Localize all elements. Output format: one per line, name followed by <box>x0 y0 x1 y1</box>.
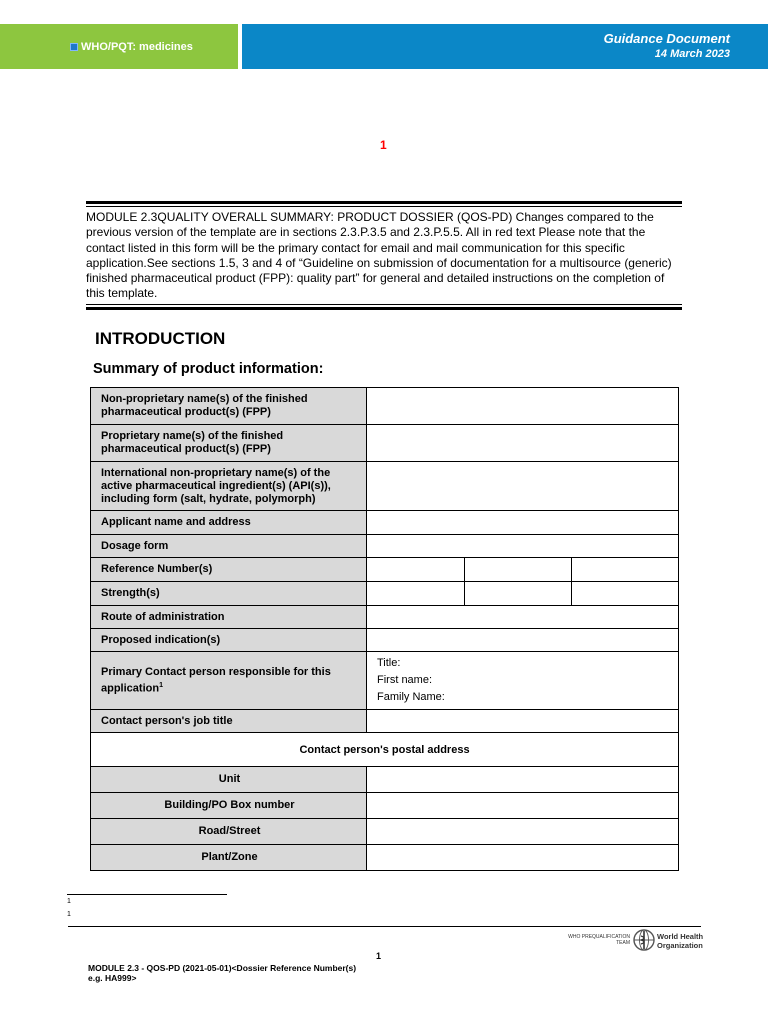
strength-field-3[interactable] <box>572 582 679 606</box>
row-label: Reference Number(s) <box>91 558 367 582</box>
row-label: International non-proprietary name(s) of the active pharmaceutical ingredient(s) (API(s)), including form (salt, hydrate, polymorph) <box>91 462 367 511</box>
org-label <box>70 41 193 53</box>
reference-number-field-3[interactable] <box>572 558 679 582</box>
reference-number-field-2[interactable] <box>465 558 572 582</box>
footnote-mark: 1 <box>67 898 71 905</box>
primary-contact-label: Primary Contact person responsible for this application <box>101 665 331 695</box>
row-label: Contact person's job title <box>91 710 367 733</box>
row-label: Applicant name and address <box>91 511 367 535</box>
row-label: Proposed indication(s) <box>91 629 367 652</box>
divider <box>86 201 682 204</box>
non-proprietary-name-field[interactable] <box>367 388 679 425</box>
product-info-table <box>90 387 679 871</box>
row-label: Road/Street <box>91 819 367 845</box>
inn-field[interactable] <box>367 462 679 511</box>
table-row <box>91 558 679 582</box>
square-bullet-icon <box>70 43 78 51</box>
summary-heading: Summary of product information: <box>93 361 324 377</box>
footer-separator <box>68 926 701 927</box>
row-label: Plant/Zone <box>91 845 367 871</box>
document-date: 14 March 2023 <box>654 48 730 60</box>
table-row <box>91 819 679 845</box>
row-label: Non-proprietary name(s) of the finished pharmaceutical product(s) (FPP) <box>91 388 367 425</box>
unit-field[interactable] <box>367 767 679 793</box>
contact-first-name-label: First name: <box>377 674 433 686</box>
road-field[interactable] <box>367 819 679 845</box>
dosage-form-field[interactable] <box>367 535 679 558</box>
contact-family-name-label: Family Name: <box>377 691 445 703</box>
plant-field[interactable] <box>367 845 679 871</box>
row-label: Strength(s) <box>91 582 367 606</box>
pq-logo-line: TEAM <box>616 940 630 946</box>
document-type: Guidance Document <box>603 31 730 46</box>
footer-page-number: 1 <box>376 951 382 961</box>
row-label: Dosage form <box>91 535 367 558</box>
primary-contact-field[interactable] <box>367 652 679 710</box>
table-row <box>91 425 679 462</box>
divider <box>86 304 682 305</box>
table-row <box>91 793 679 819</box>
table-row <box>91 462 679 511</box>
module-note-box <box>86 201 682 310</box>
table-row <box>91 845 679 871</box>
row-label: Unit <box>91 767 367 793</box>
table-row <box>91 606 679 629</box>
module-note-text: MODULE 2.3QUALITY OVERALL SUMMARY: PRODUCT DOSSIER (QOS-PD) Changes compared to the previous version of the template are in sections 2.3.P.3.5 and 2.3.P.5.5. All in red text Please note that the contact listed in this form will be the primary contact for email and mail communication for this specific application.See sections 1.5, 3 and 4 of “Guideline on submission of documentation for a multisource (generic) finished pharmaceutical product (FPP): quality part” for general and detailed instructions on the completion of this template. <box>86 210 672 301</box>
org-label-text: WHO/PQT: medicines <box>81 41 193 53</box>
pq-team-logo <box>560 934 630 946</box>
table-row <box>91 629 679 652</box>
table-row <box>91 511 679 535</box>
row-label: Proprietary name(s) of the finished pharmaceutical product(s) (FPP) <box>91 425 367 462</box>
row-label <box>91 652 367 710</box>
who-logo-line: Organization <box>657 941 703 950</box>
table-row <box>91 582 679 606</box>
table-row <box>91 733 679 767</box>
intro-heading: INTRODUCTION <box>95 329 226 348</box>
reference-number-field-1[interactable] <box>367 558 465 582</box>
table-row <box>91 388 679 425</box>
contact-title-label: Title: <box>377 657 401 669</box>
divider <box>86 307 682 310</box>
proprietary-name-field[interactable] <box>367 425 679 462</box>
table-row <box>91 652 679 710</box>
table-row <box>91 710 679 733</box>
postal-address-heading: Contact person's postal address <box>91 733 679 767</box>
who-logo-line: World Health <box>657 932 704 941</box>
footnote-separator <box>67 894 227 895</box>
doc-reference-line: e.g. HA999> <box>88 973 137 983</box>
table-row <box>91 535 679 558</box>
indication-field[interactable] <box>367 629 679 652</box>
who-logo-text <box>657 932 703 950</box>
footer-doc-reference <box>88 963 356 983</box>
building-field[interactable] <box>367 793 679 819</box>
who-emblem-icon <box>632 928 656 952</box>
row-label: Route of administration <box>91 606 367 629</box>
footnote-mark: 1 <box>67 911 71 918</box>
job-title-field[interactable] <box>367 710 679 733</box>
footnote-ref: 1 <box>159 681 163 689</box>
route-field[interactable] <box>367 606 679 629</box>
strength-field-1[interactable] <box>367 582 465 606</box>
applicant-field[interactable] <box>367 511 679 535</box>
strength-field-2[interactable] <box>465 582 572 606</box>
pq-logo-line: WHO PREQUALIFICATION <box>568 934 630 940</box>
table-row <box>91 767 679 793</box>
page-marker: 1 <box>380 138 387 152</box>
doc-reference-line: MODULE 2.3 - QOS-PD (2021-05-01)<Dossier Reference Number(s) <box>88 963 357 973</box>
row-label: Building/PO Box number <box>91 793 367 819</box>
